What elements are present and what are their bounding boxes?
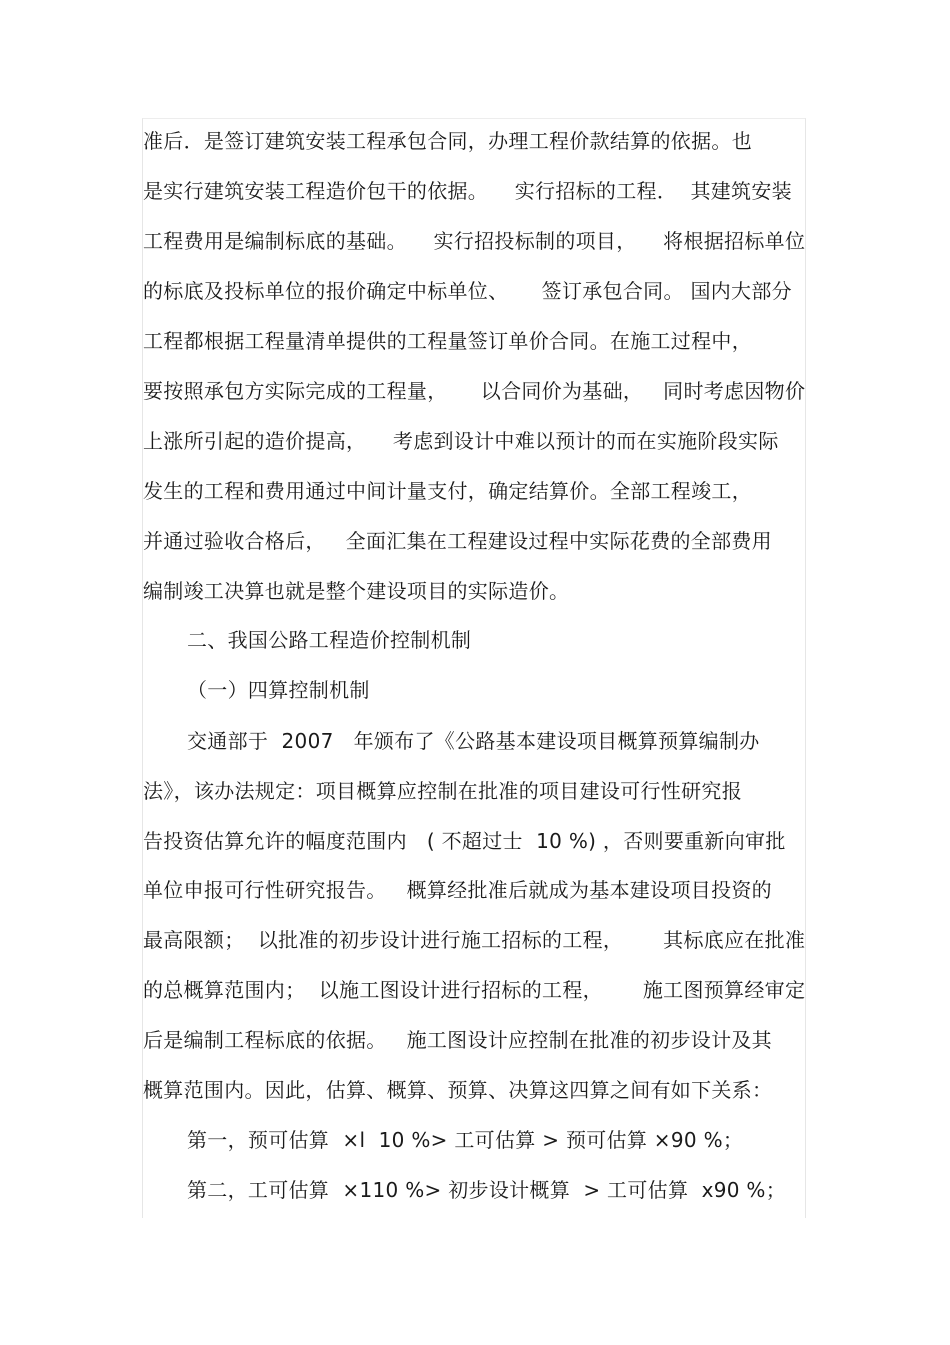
formula-line: 第一，预可估算 ×l 10 %> 工可估算 > 预可估算 ×90 %； (187, 1128, 744, 1152)
text-line: 发生的工程和费用通过中间计量支付，确定结算价。全部工程竣工， (143, 479, 752, 503)
text-line: 要按照承包方实际完成的工程量， 以合同价为基础， 同时考虑因物价 (143, 379, 806, 403)
text-line: 概算范围内。因此，估算、概算、预算、决算这四算之间有如下关系： (143, 1078, 773, 1102)
text-line: 法》，该办法规定：项目概算应控制在批准的项目建设可行性研究报 (143, 779, 742, 803)
text-line: 准后．是签订建筑安装工程承包合同，办理工程价款结算的依据。也 (143, 129, 752, 153)
text-line: 上涨所引起的造价提高， 考虑到设计中难以预计的而在实施阶段实际 (143, 429, 779, 453)
text-line: 的总概算范围内； 以施工图设计进行招标的工程， 施工图预算经审定 (143, 978, 806, 1002)
subsection-heading: （一）四算控制机制 (187, 678, 370, 702)
text-line: 最高限额； 以批准的初步设计进行施工招标的工程， 其标底应在批准 (143, 928, 806, 952)
text-line: 工程都根据工程量清单提供的工程量签订单价合同。在施工过程中， (143, 329, 752, 353)
text-line: 是实行建筑安装工程造价包干的依据。 实行招标的工程． 其建筑安装 (143, 179, 792, 203)
text-line: 后是编制工程标底的依据。 施工图设计应控制在批准的初步设计及其 (143, 1028, 772, 1052)
text-line: 单位申报可行性研究报告。 概算经批准后就成为基本建设项目投资的 (143, 878, 772, 902)
text-line: 并通过验收合格后， 全面汇集在工程建设过程中实际花费的全部费用 (143, 529, 772, 553)
text-line: 工程费用是编制标底的基础。 实行招投标制的项目， 将根据招标单位 (143, 229, 806, 253)
text-line: 告投资估算允许的幅度范围内 ( 不超过士 10 %) ，否则要重新向审批 (143, 829, 786, 853)
section-heading: 二、我国公路工程造价控制机制 (187, 628, 472, 652)
text-line: 交通部于 2007 年颁布了《公路基本建设项目概算预算编制办 (187, 729, 760, 753)
text-line: 编制竣工决算也就是整个建设项目的实际造价。 (143, 579, 570, 603)
formula-line: 第二，工可估算 ×110 %> 初步设计概算 > 工可估算 x90 %； (187, 1178, 787, 1202)
text-line: 的标底及投标单位的报价确定中标单位、 签订承包合同。 国内大部分 (143, 279, 792, 303)
